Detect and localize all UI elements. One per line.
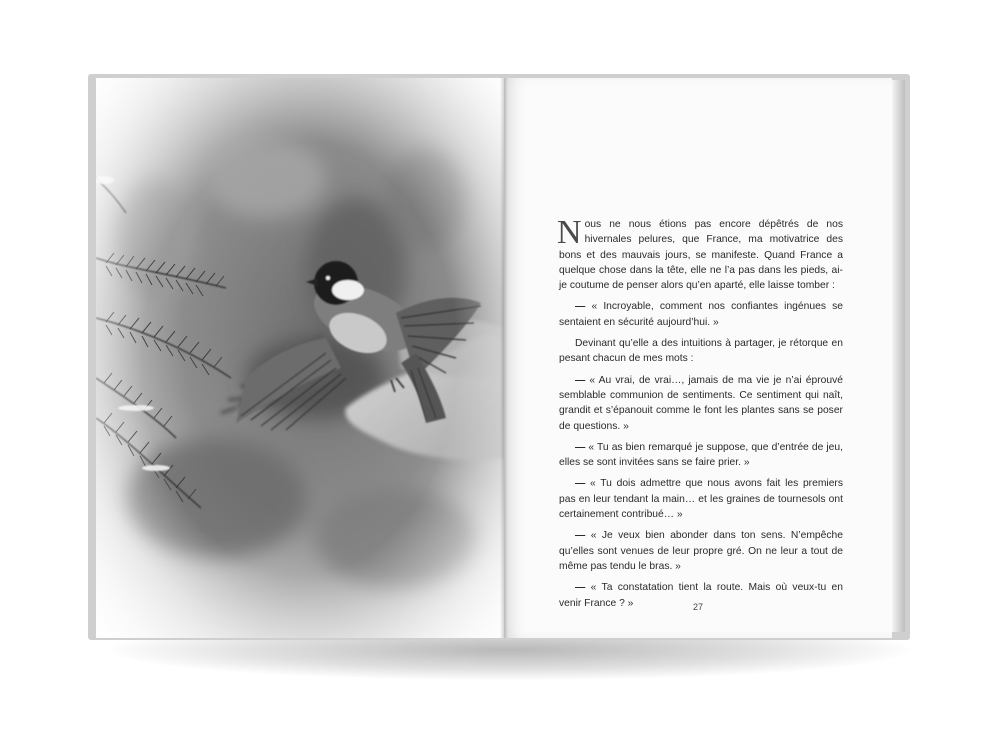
paragraph-intro bbox=[557, 214, 843, 293]
dialogue-line bbox=[559, 528, 843, 574]
dialogue-line bbox=[559, 476, 843, 522]
left-page bbox=[96, 78, 504, 638]
body-text bbox=[557, 214, 843, 617]
right-page bbox=[504, 78, 892, 638]
dialogue-dash: — bbox=[575, 441, 586, 453]
paragraph-text: « Ta constatation tient la route. Mais où veux-tu en venir France ? » bbox=[559, 582, 843, 609]
paragraph-text: « Au vrai, de vrai…, jamais de ma vie je n’ai éprouvé semblable communion de sentiments. Ce sentiment qui naît, grandit et s’épanouit comme le font les plantes sans se poser de questions. » bbox=[559, 374, 843, 432]
book-gutter bbox=[500, 78, 508, 638]
paragraph-text: « Tu as bien remarqué je suppose, que d’entrée de jeu, elles se sont invitées sans se faire prier. » bbox=[559, 441, 843, 469]
dialogue-dash: — bbox=[575, 478, 586, 490]
dialogue-line bbox=[559, 440, 843, 471]
chickadee-photo-icon bbox=[96, 78, 504, 638]
paragraph-text: « Tu dois admettre que nous avons fait les premiers pas en leur tendant la main… et les graines de tournesols ont certainement contribué… » bbox=[559, 478, 843, 521]
paragraph-text: ous ne nous étions pas encore dépêtrés de nos hivernales pelures, que France, ma motivatrice des bons et des mauvais jours, se manifeste. Quand France a quelque chose dans la tête, elle ne l’a pas dans les pieds, ai-je coutume de penser alors qu’en aparté, elle laisse tomber : bbox=[559, 219, 843, 292]
dialogue-dash: — bbox=[575, 530, 586, 542]
paragraph-text: « Incroyable, comment nos confiantes ingénues se sentaient en sécurité aujourd’hui. » bbox=[559, 301, 843, 328]
dialogue-line bbox=[559, 299, 843, 330]
drop-cap: N bbox=[557, 214, 582, 251]
page-number: 27 bbox=[692, 602, 703, 612]
dialogue-dash: — bbox=[575, 374, 586, 386]
paragraph-text: « Je veux bien abonder dans ton sens. N’empêche qu’elles sont venues de leur propre gré. On ne leur a tout de même pas tendu le bras. » bbox=[559, 530, 843, 572]
narration-paragraph bbox=[559, 336, 843, 367]
dialogue-dash: — bbox=[575, 301, 586, 313]
paragraph-text: Devinant qu’elle a des intuitions à partager, je rétorque en pesant chacun de mes mots : bbox=[559, 338, 843, 365]
dialogue-dash: — bbox=[575, 582, 586, 594]
dialogue-line bbox=[559, 373, 843, 434]
